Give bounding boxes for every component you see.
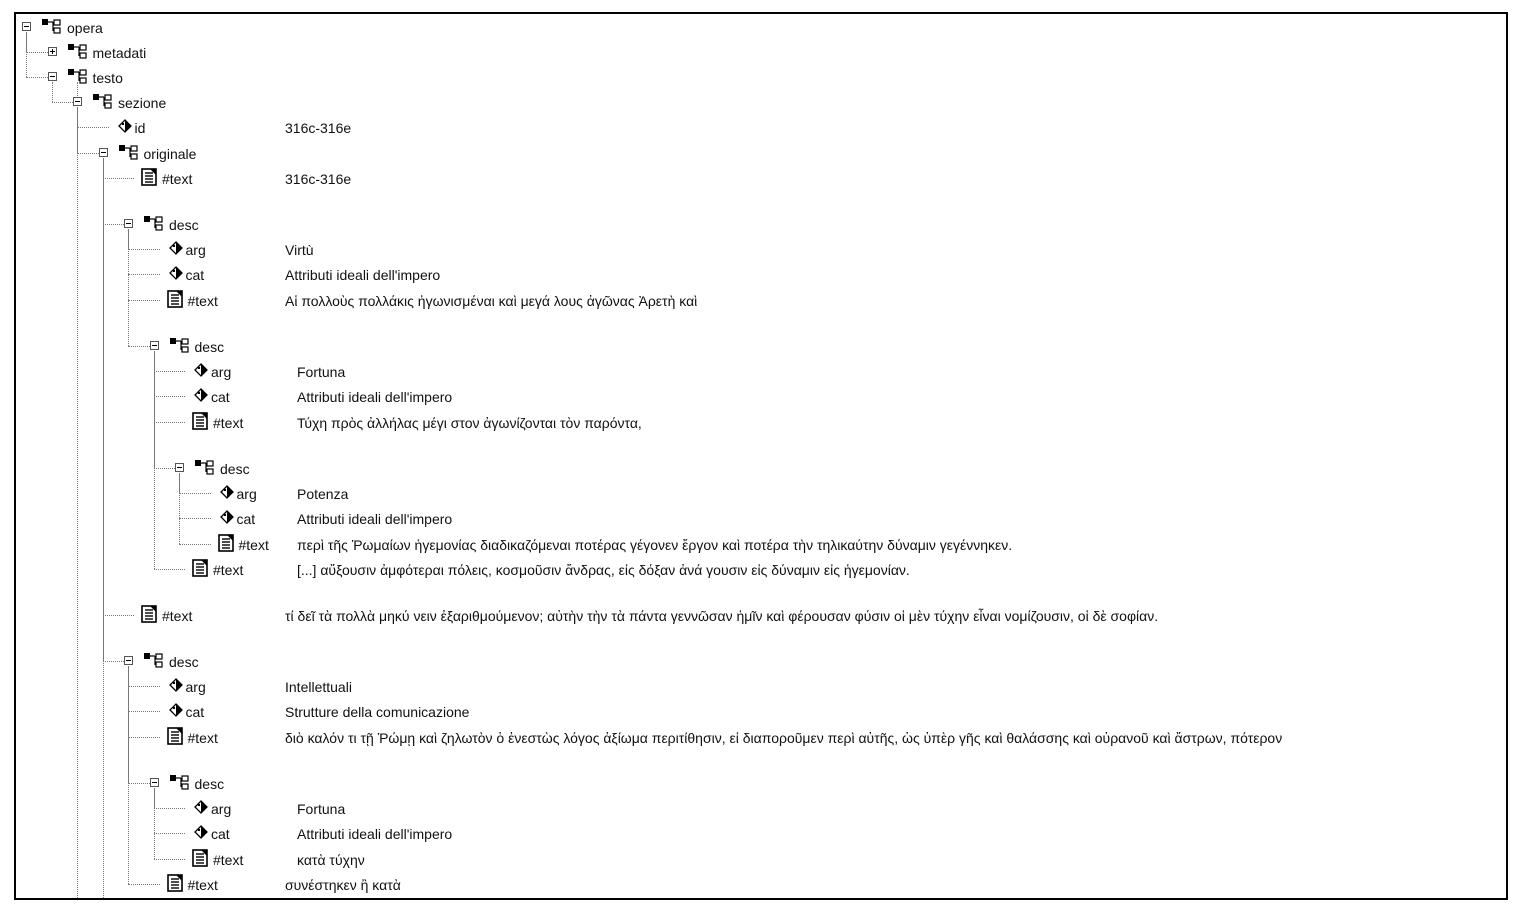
tree-row-attribute[interactable] (16, 798, 1506, 818)
node-name: id (134, 120, 146, 136)
attribute-node-icon (118, 119, 132, 138)
tree-row-text[interactable] (16, 290, 1506, 310)
collapse-toggle-icon[interactable] (73, 97, 82, 106)
node-value: κατὰ τύχην (297, 852, 365, 868)
node-name: metadati (92, 45, 147, 61)
node-value: Potenza (297, 486, 349, 502)
attribute-node-icon (194, 800, 208, 819)
element-node-icon (119, 144, 139, 165)
text-node-icon (167, 874, 183, 897)
node-name: desc (194, 339, 225, 355)
attribute-node-icon (220, 510, 234, 529)
node-value: περὶ τῆς Ῥωμαίων ἡγεμονίας διαδικαζόμεναι ποτέρας γέγονεν ἔργον καὶ ποτέρα τὴν τηλικαύτην δύναμιν γεγέννηκεν. (297, 537, 1013, 553)
node-value: διὸ καλόν τι τῇ Ῥώμῃ καὶ ζηλωτὸν ὁ ἐνεστὼς λόγος ἀξίωμα περιτίθησιν, εἰ διαποροῦμεν περὶ αὐτῆς, ὡς ὑπὲρ γῆς καὶ θαλάσσης καὶ οὐρανοῦ καὶ ἄστρων, πότερον (285, 730, 1283, 746)
node-name: sezione (118, 95, 167, 111)
attribute-node-icon (169, 266, 183, 285)
node-name: #text (187, 730, 218, 746)
node-name: arg (211, 364, 232, 380)
tree-row-element[interactable] (16, 336, 1506, 356)
tree-row-attribute[interactable] (16, 239, 1506, 259)
node-name: #text (238, 537, 269, 553)
tree-row-attribute[interactable] (16, 483, 1506, 503)
element-node-icon (144, 215, 164, 236)
node-value: Fortuna (297, 801, 346, 817)
collapse-toggle-icon[interactable] (48, 72, 57, 81)
node-name: cat (211, 389, 230, 405)
text-node-icon (141, 605, 157, 628)
tree-row-element[interactable] (16, 92, 1506, 112)
tree-row-text[interactable] (16, 534, 1506, 554)
attribute-node-icon (194, 825, 208, 844)
tree-row-attribute[interactable] (16, 701, 1506, 721)
node-value: 316c-316e (285, 120, 352, 136)
tree-row-text[interactable] (16, 849, 1506, 869)
collapse-toggle-icon[interactable] (22, 22, 31, 31)
node-value: Fortuna (297, 364, 346, 380)
tree-row-text[interactable] (16, 727, 1506, 747)
node-value: Intellettuali (285, 679, 352, 695)
tree-row-text[interactable] (16, 412, 1506, 432)
node-value: Aἱ πολλοὺς πολλάκις ἠγωνισμέναι καὶ μεγά λους ἀγῶνας Ἀρετὴ καὶ (285, 293, 698, 309)
node-name: desc (194, 776, 225, 792)
collapse-toggle-icon[interactable] (124, 656, 133, 665)
tree-row-attribute[interactable] (16, 676, 1506, 696)
tree-row-element[interactable] (16, 42, 1506, 62)
element-node-icon (170, 337, 190, 358)
node-name: cat (185, 267, 205, 283)
node-name: #text (187, 877, 218, 893)
tree-row-attribute[interactable] (16, 508, 1506, 528)
text-node-icon (167, 290, 183, 313)
node-value: Virtù (285, 242, 314, 258)
tree-row-element[interactable] (16, 67, 1506, 87)
tree-row-text[interactable] (16, 605, 1506, 625)
node-value: Τύχη πρὸς ἀλλήλας μέγι στον ἀγωνίζονται τὸν παρόντα, (297, 415, 642, 431)
node-value: [...] αὔξουσιν ἀμφότεραι πόλεις, κοσμοῦσιν ἄνδρας, εἰς δόξαν ἀνά γουσιν εἰς δύναμιν εἰς ἡγεμονίαν. (297, 562, 910, 578)
attribute-node-icon (194, 388, 208, 407)
node-value: 316c-316e (285, 171, 352, 187)
node-name: #text (187, 293, 218, 309)
node-name: cat (211, 826, 230, 842)
node-name: #text (213, 562, 244, 578)
attribute-node-icon (169, 678, 183, 697)
element-node-icon (195, 459, 215, 480)
node-name: arg (236, 486, 257, 502)
node-name: cat (236, 511, 256, 527)
node-value: Strutture della comunicazione (285, 704, 470, 720)
node-name: originale (143, 146, 197, 162)
collapse-toggle-icon[interactable] (150, 778, 159, 787)
node-value: Attributi ideali dell'impero (285, 267, 441, 283)
tree-row-element[interactable] (16, 458, 1506, 478)
tree-row-attribute[interactable] (16, 264, 1506, 284)
tree-row-element[interactable] (16, 17, 1506, 37)
node-name: desc (220, 461, 250, 477)
node-name: arg (185, 242, 206, 258)
element-node-icon (68, 68, 88, 89)
node-name: desc (169, 654, 199, 670)
node-value: Attributi ideali dell'impero (297, 826, 453, 842)
collapse-toggle-icon[interactable] (99, 148, 108, 157)
node-name: testo (92, 70, 123, 86)
collapse-toggle-icon[interactable] (150, 341, 159, 350)
xml-tree-viewer[interactable] (14, 12, 1508, 900)
tree-row-element[interactable] (16, 651, 1506, 671)
collapse-toggle-icon[interactable] (124, 219, 133, 228)
node-value: Attributi ideali dell'impero (297, 389, 453, 405)
tree-row-text[interactable] (16, 874, 1506, 894)
element-node-icon (42, 18, 62, 39)
text-node-icon (141, 168, 157, 191)
tree-row-attribute[interactable] (16, 386, 1506, 406)
tree-row-element[interactable] (16, 773, 1506, 793)
attribute-node-icon (194, 363, 208, 382)
collapse-toggle-icon[interactable] (175, 463, 184, 472)
node-name: #text (162, 171, 193, 187)
node-name: arg (211, 801, 232, 817)
tree-row-text[interactable] (16, 168, 1506, 188)
xml-tree (16, 14, 1506, 898)
node-name: #text (213, 415, 244, 431)
node-name: #text (213, 852, 244, 868)
node-name: #text (162, 608, 193, 624)
text-node-icon (167, 727, 183, 750)
element-node-icon (170, 774, 190, 795)
node-name: desc (169, 217, 199, 233)
element-node-icon (144, 652, 164, 673)
attribute-node-icon (220, 485, 234, 504)
text-node-icon (192, 412, 208, 435)
tree-row-attribute[interactable] (16, 823, 1506, 843)
text-node-icon (218, 534, 234, 557)
attribute-node-icon (169, 241, 183, 260)
element-node-icon (93, 93, 113, 114)
node-name: opera (67, 20, 103, 36)
expand-toggle-icon[interactable] (48, 47, 57, 56)
node-name: arg (185, 679, 206, 695)
tree-row-attribute[interactable] (16, 117, 1506, 137)
tree-row-attribute[interactable] (16, 361, 1506, 381)
node-value: συνέστηκεν ἢ κατὰ (285, 877, 401, 893)
node-value: τί δεῖ τὰ πολλὰ μηκύ νειν ἐξαριθμούμενον; αὐτὴν τὴν τὰ πάντα γεννῶσαν ἡμῖν καὶ φέρουσαν φύσιν οἱ μὲν τύχην εἶναι νομίζουσιν, οἱ δὲ σοφίαν. (285, 608, 1159, 624)
text-node-icon (192, 849, 208, 872)
node-name: cat (185, 704, 205, 720)
tree-row-element[interactable] (16, 143, 1506, 163)
text-node-icon (192, 559, 208, 582)
tree-row-text[interactable] (16, 559, 1506, 579)
element-node-icon (68, 43, 88, 64)
tree-row-element[interactable] (16, 214, 1506, 234)
node-value: Attributi ideali dell'impero (297, 511, 453, 527)
attribute-node-icon (169, 703, 183, 722)
